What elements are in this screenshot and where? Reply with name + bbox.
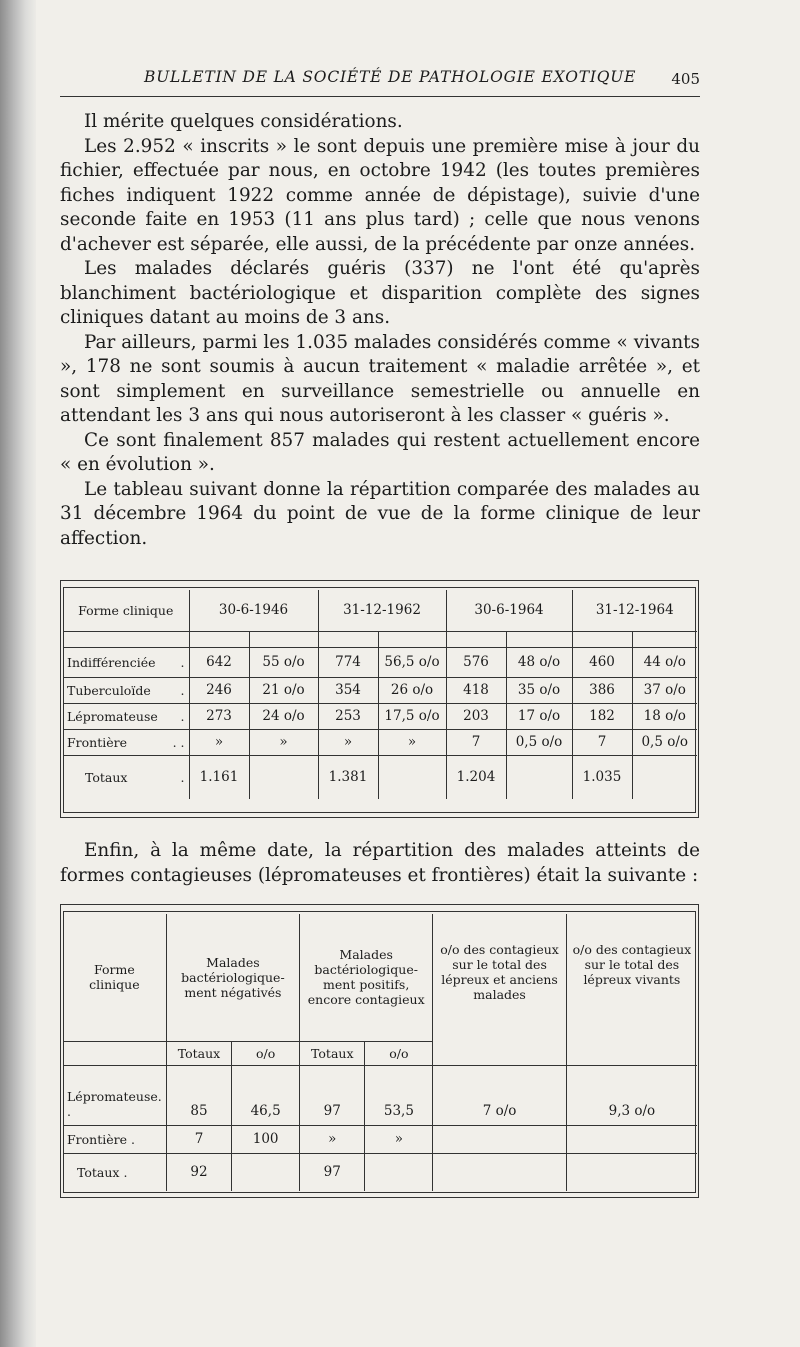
t1-cell: 48 o/o bbox=[506, 647, 572, 677]
body-text bbox=[60, 110, 700, 551]
t2-sub-pct: o/o bbox=[232, 1041, 300, 1065]
t2-header-pct-total: o/o des contagieux sur le total des lépreux et anciens malades bbox=[433, 914, 566, 1065]
t2-row-label: Totaux . bbox=[63, 1153, 166, 1191]
t1-cell: 0,5 o/o bbox=[632, 729, 697, 755]
t2-sub-totaux: Totaux bbox=[166, 1041, 231, 1065]
t1-cell: 1.204 bbox=[446, 755, 506, 799]
t1-cell: 182 bbox=[572, 703, 632, 729]
t1-cell: 418 bbox=[446, 677, 506, 703]
t2-cell: 53,5 bbox=[365, 1065, 433, 1125]
t1-cell: 7 bbox=[572, 729, 632, 755]
t2-cell bbox=[566, 1153, 697, 1191]
t1-cell: 1.161 bbox=[189, 755, 249, 799]
t2-header-pct-vivants: o/o des contagieux sur le total des lépreux vivants bbox=[566, 914, 697, 1065]
t1-cell bbox=[632, 755, 697, 799]
t1-cell: 21 o/o bbox=[249, 677, 318, 703]
table-row bbox=[63, 1065, 697, 1125]
t1-cell: 24 o/o bbox=[249, 703, 318, 729]
t2-sub-totaux: Totaux bbox=[300, 1041, 365, 1065]
table-row bbox=[63, 703, 697, 729]
t1-cell: » bbox=[318, 729, 378, 755]
t1-spacer bbox=[249, 631, 318, 647]
paragraph-3: Les malades déclarés guéris (337) ne l'ont été qu'après blanchiment bactériologique et disparition complète des signes cliniques datant au moins de 3 ans. bbox=[60, 258, 700, 328]
t2-cell: » bbox=[300, 1125, 365, 1153]
t1-cell bbox=[249, 755, 318, 799]
paragraph-7: Enfin, à la même date, la répartition des malades atteints de formes contagieuses (lépromateuses et frontières) était la suivante : bbox=[60, 840, 700, 886]
t1-cell: 273 bbox=[189, 703, 249, 729]
t1-cell: » bbox=[189, 729, 249, 755]
table-row bbox=[63, 677, 697, 703]
t1-cell: 26 o/o bbox=[378, 677, 446, 703]
t1-cell: 56,5 o/o bbox=[378, 647, 446, 677]
contagious-forms-table bbox=[63, 914, 697, 1191]
t1-cell: 1.381 bbox=[318, 755, 378, 799]
t2-cell: 46,5 bbox=[232, 1065, 300, 1125]
t1-header-date-1: 30-6-1946 bbox=[189, 590, 318, 631]
page-number: 405 bbox=[671, 70, 700, 88]
t1-row-label: Indifférenciée . bbox=[63, 647, 189, 677]
running-header bbox=[60, 66, 700, 97]
journal-title: BULLETIN DE LA SOCIÉTÉ DE PATHOLOGIE EXOTIQUE bbox=[144, 68, 637, 86]
t2-row-label: Frontière . bbox=[63, 1125, 166, 1153]
t2-cell: 7 bbox=[166, 1125, 231, 1153]
t2-cell: 97 bbox=[300, 1065, 365, 1125]
paragraph-2: Les 2.952 « inscrits » le sont depuis une première mise à jour du fichier, effectuée par nous, en octobre 1942 (les toutes premières fiches indiquent 1922 comme année de dépistage), suivie d'une seconde faite en 1953 (11 ans plus tard) ; celle que nous venons d'achever est séparée, elle aussi, de la précédente par onze années. bbox=[60, 135, 700, 255]
table1-spacer-row bbox=[63, 631, 697, 647]
t1-header-date-3: 30-6-1964 bbox=[446, 590, 572, 631]
table2-header-row bbox=[63, 914, 697, 1041]
t1-cell: 17 o/o bbox=[506, 703, 572, 729]
t1-cell: 18 o/o bbox=[632, 703, 697, 729]
t2-cell bbox=[433, 1125, 566, 1153]
t2-cell: 85 bbox=[166, 1065, 231, 1125]
table-row bbox=[63, 729, 697, 755]
table-row bbox=[63, 647, 697, 677]
t1-spacer bbox=[572, 631, 632, 647]
t1-cell bbox=[378, 755, 446, 799]
t1-cell: 386 bbox=[572, 677, 632, 703]
t2-cell: » bbox=[365, 1125, 433, 1153]
t1-spacer bbox=[632, 631, 697, 647]
t2-cell: 100 bbox=[232, 1125, 300, 1153]
t1-cell: 203 bbox=[446, 703, 506, 729]
t1-cell: 774 bbox=[318, 647, 378, 677]
t1-header-date-4: 31-12-1964 bbox=[572, 590, 697, 631]
paragraph-5: Ce sont finalement 857 malades qui restent actuellement encore « en évolution ». bbox=[60, 429, 700, 475]
t2-cell: 97 bbox=[300, 1153, 365, 1191]
t1-row-label: Lépromateuse . bbox=[63, 703, 189, 729]
table-row-totals bbox=[63, 1153, 697, 1191]
t1-row-label: Frontière . . bbox=[63, 729, 189, 755]
t1-row-label: Tuberculoïde . bbox=[63, 677, 189, 703]
t1-spacer bbox=[189, 631, 249, 647]
paragraph-1: Il mérite quelques considérations. bbox=[84, 111, 403, 132]
t1-cell: 37 o/o bbox=[632, 677, 697, 703]
t1-cell: 44 o/o bbox=[632, 647, 697, 677]
after-text bbox=[60, 838, 700, 888]
t1-cell: 460 bbox=[572, 647, 632, 677]
t1-spacer bbox=[446, 631, 506, 647]
t1-cell: 253 bbox=[318, 703, 378, 729]
t1-cell: 7 bbox=[446, 729, 506, 755]
t2-cell bbox=[433, 1153, 566, 1191]
table-row-totals bbox=[63, 755, 697, 799]
t1-cell: » bbox=[249, 729, 318, 755]
t1-cell: 1.035 bbox=[572, 755, 632, 799]
t1-row-label: Totaux . bbox=[63, 755, 189, 799]
t1-cell: 576 bbox=[446, 647, 506, 677]
t2-cell: 7 o/o bbox=[433, 1065, 566, 1125]
t2-cell: 92 bbox=[166, 1153, 231, 1191]
t1-spacer bbox=[318, 631, 378, 647]
t1-header-forme: Forme clinique bbox=[63, 590, 189, 631]
t1-cell bbox=[506, 755, 572, 799]
paragraph-6: Le tableau suivant donne la répartition comparée des malades au 31 décembre 1964 du point de vue de la forme clinique de leur affection. bbox=[60, 478, 700, 549]
table-row bbox=[63, 1125, 697, 1153]
t2-cell bbox=[566, 1125, 697, 1153]
t2-cell: 9,3 o/o bbox=[566, 1065, 697, 1125]
t2-sub-pct: o/o bbox=[365, 1041, 433, 1065]
t2-header-negatives: Malades bactériologique-ment négativés bbox=[166, 914, 299, 1041]
t1-cell: 642 bbox=[189, 647, 249, 677]
t2-header-forme: Forme clinique bbox=[63, 914, 166, 1041]
t1-cell: 246 bbox=[189, 677, 249, 703]
table1-header-row bbox=[63, 590, 697, 631]
t1-cell: » bbox=[378, 729, 446, 755]
book-spine-shadow bbox=[0, 0, 36, 1347]
t2-header-positives: Malades bactériologique-ment positifs, encore contagieux bbox=[300, 914, 433, 1041]
clinical-form-table bbox=[63, 590, 697, 799]
t2-spacer bbox=[63, 1041, 166, 1065]
t1-cell: 0,5 o/o bbox=[506, 729, 572, 755]
paragraph-4: Par ailleurs, parmi les 1.035 malades considérés comme « vivants », 178 ne sont soumis à aucun traitement « maladie arrêtée », et sont simplement en surveillance semestrielle ou annuelle en attendant les 3 ans qui nous autoriseront à les classer « guéris ». bbox=[60, 331, 700, 426]
t1-spacer bbox=[506, 631, 572, 647]
t1-cell: 17,5 o/o bbox=[378, 703, 446, 729]
t2-cell bbox=[365, 1153, 433, 1191]
t1-cell: 55 o/o bbox=[249, 647, 318, 677]
t1-cell: 354 bbox=[318, 677, 378, 703]
t2-row-label: Lépromateuse. . bbox=[63, 1065, 166, 1125]
t1-spacer bbox=[63, 631, 189, 647]
t1-spacer bbox=[378, 631, 446, 647]
t1-cell: 35 o/o bbox=[506, 677, 572, 703]
t1-header-date-2: 31-12-1962 bbox=[318, 590, 446, 631]
t2-cell bbox=[232, 1153, 300, 1191]
